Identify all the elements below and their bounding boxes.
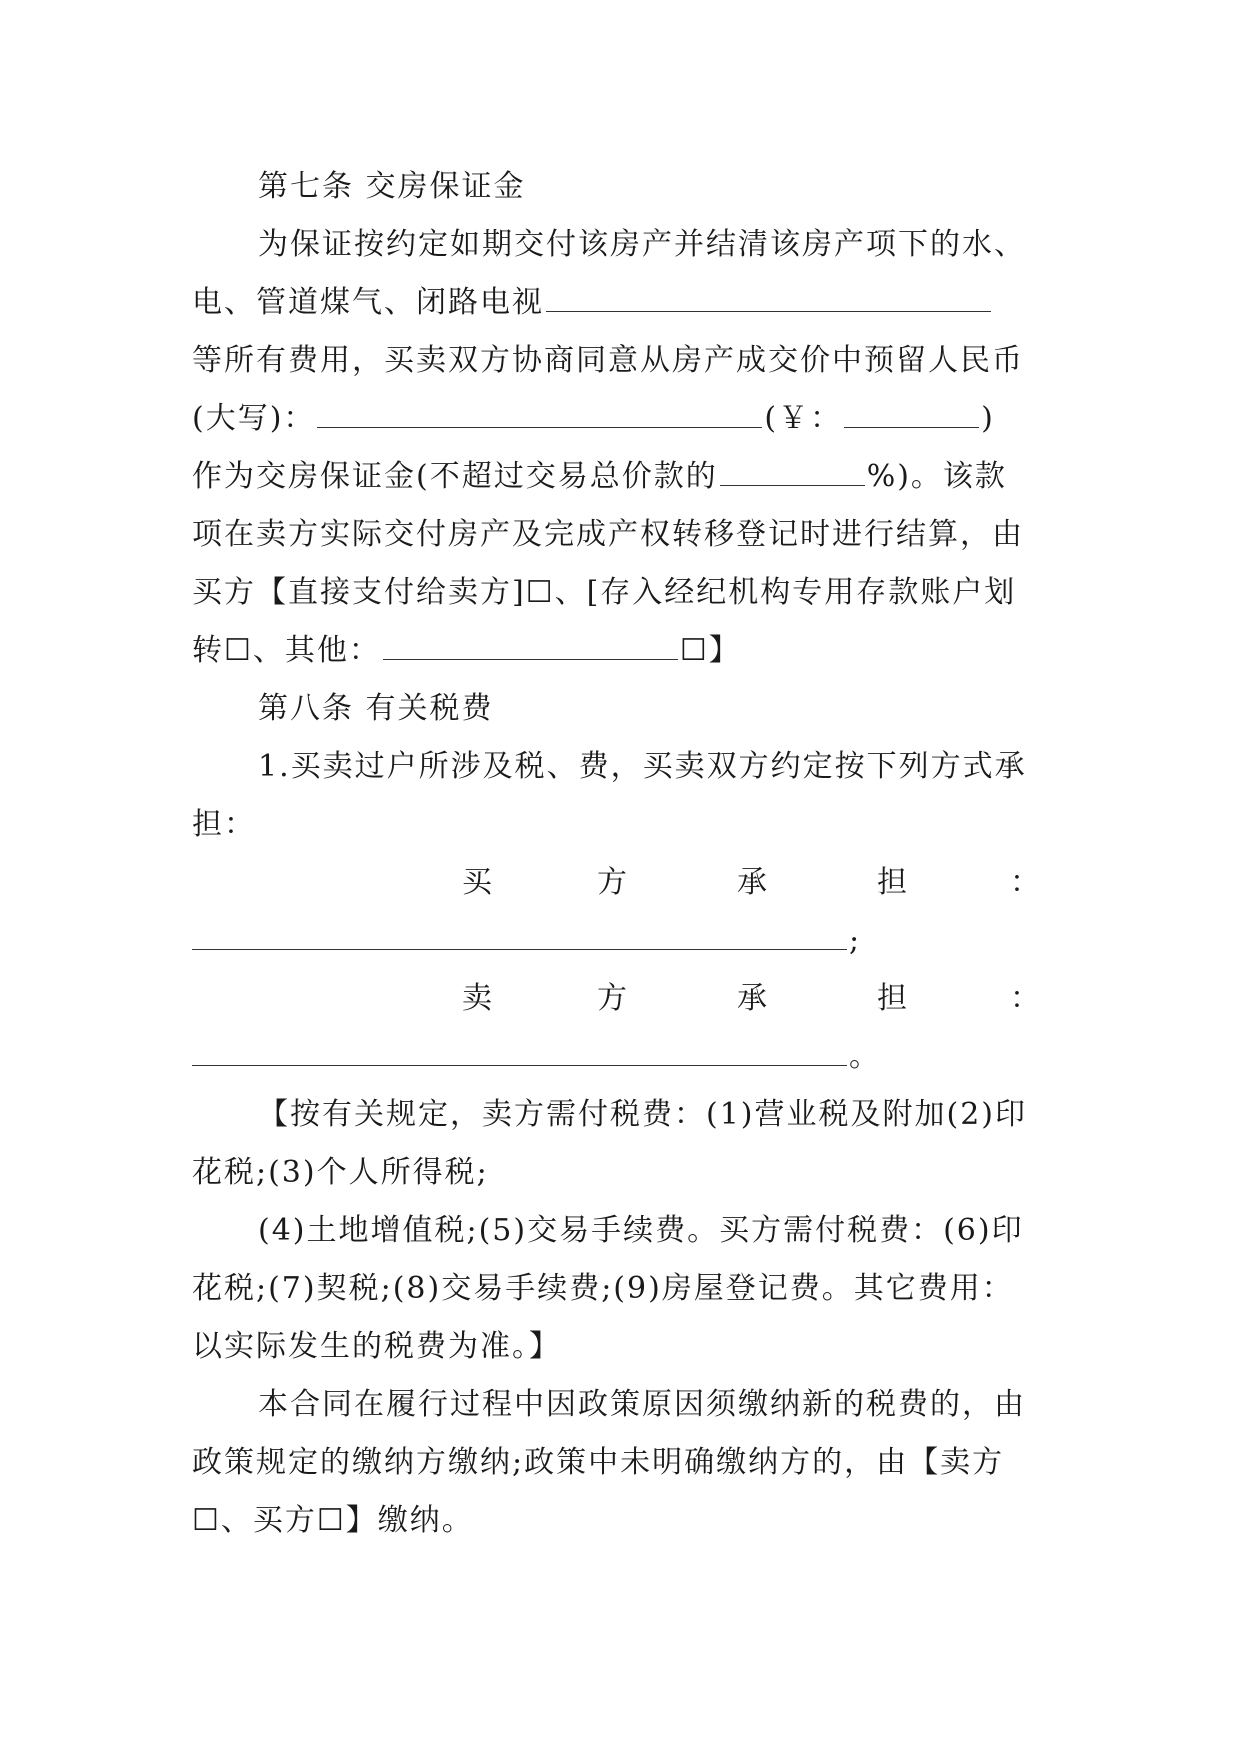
article-7-text: 作为交房保证金(不超过交易总价款的 %)。该款 [192,459,1007,494]
article-8-title: 第八条 有关税费 [258,691,494,726]
seller-burden-field[interactable] [192,1039,847,1066]
policy-clause: 本合同在履行过程中因政策原因须缴纳新的税费的，由 [258,1387,1026,1422]
buyer-burden-field[interactable] [192,923,847,950]
article-8-text: 1.买卖过户所涉及税、费，买卖双方约定按下列方式承 [258,749,1027,784]
policy-clause: 政策规定的缴纳方缴纳;政策中未明确缴纳方的，由【卖方 [192,1445,1005,1480]
percent-field[interactable] [720,459,865,486]
article-7-title: 第七条 交房保证金 [258,169,526,204]
article-7-text: 转☐、其他： ☐】 [192,633,741,668]
tax-note: 【按有关规定，卖方需付税费：(1)营业税及附加(2)印 [258,1097,1027,1132]
tax-note: 花税;(3)个人所得税; [192,1155,489,1190]
amount-words-field[interactable] [317,401,762,428]
seller-burden-line: 。 [192,1037,881,1077]
other-method-field[interactable] [383,633,678,660]
contract-page: 第七条 交房保证金 为保证按约定如期交付该房产并结清该房产项下的水、 电、管道煤气、闭路电视 等所有费用，买卖双方协商同意从房产成交价中预留人民币 (大写)： (￥： ) 作为交房保证金(不超过交易总价款的 %)。该款 项在卖方实际交付房产及完成产权转移登记时进行结算，由 买方【直接支付给卖方]☐、[存入经纪机构专用存款账户划 转☐、其他： ☐】 第八条 有关税费 1.买卖过户所涉及税、费，买卖双方约定按下列方式承 担： 买 方 承 担 ： ; 卖 方 承 担 ： 。 【按有关规定，卖方需付税费：(1)营业税及附加(2)印 花税;(3)个人所得税; (4)土地增值税;(5)交易手续费。买方需付税费：(6)印 花税;(7)契税;(8)交易手续费;(9)房屋登记费。其它费用： 以实际发生的税费为准。】 本合同在履行过程中因政策原因须缴纳新的税费的，由 政策规定的缴纳方缴纳;政策中未明确缴纳方的，由【卖方 ☐、买方☐】缴纳。 [0,0,1241,1754]
article-7-text: 为保证按约定如期交付该房产并结清该房产项下的水、 [258,227,1026,262]
policy-clause: ☐、买方☐】缴纳。 [192,1503,474,1538]
article-7-text: (大写)： (￥： ) [192,401,995,436]
blank-field[interactable] [546,285,991,312]
article-7-text: 等所有费用，买卖双方协商同意从房产成交价中预留人民币 [192,343,1024,378]
article-7-text: 项在卖方实际交付房产及完成产权转移登记时进行结算，由 [192,517,1024,552]
tax-note: 以实际发生的税费为准。】 [192,1329,561,1364]
article-7-text: 电、管道煤气、闭路电视 [192,283,993,323]
article-7-text: 买方【直接支付给卖方]☐、[存入经纪机构专用存款账户划 [192,575,1017,610]
article-8-text: 担： [192,807,256,842]
buyer-burden-line: ; [192,921,861,961]
tax-note: 花税;(7)契税;(8)交易手续费;(9)房屋登记费。其它费用： [192,1271,1014,1306]
tax-note: (4)土地增值税;(5)交易手续费。买方需付税费：(6)印 [258,1213,1024,1248]
amount-figure-field[interactable] [844,401,979,428]
